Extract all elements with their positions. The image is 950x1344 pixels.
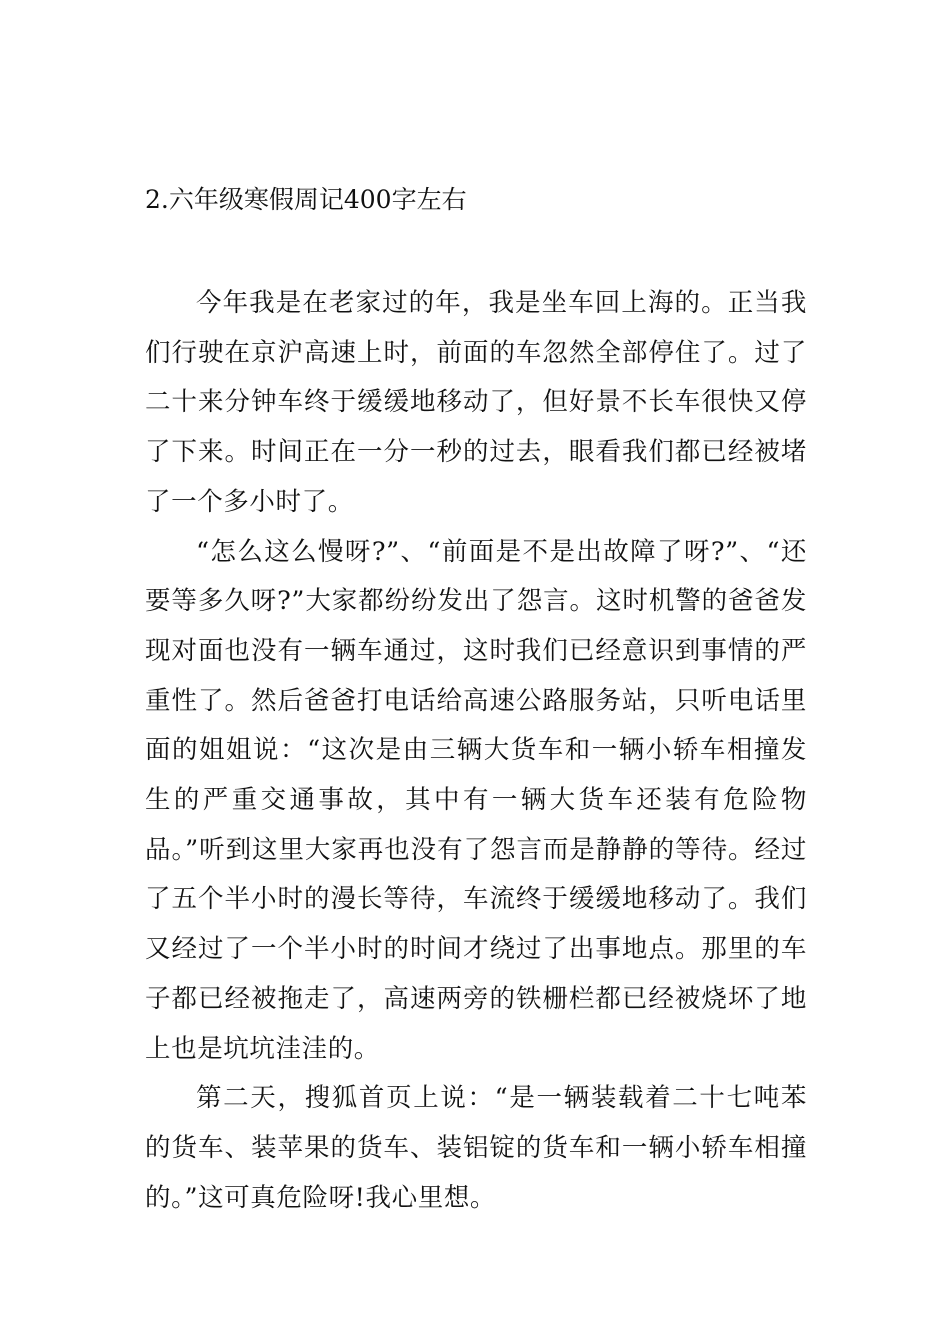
document-title: 2.六年级寒假周记400字左右	[145, 185, 467, 214]
document-body	[145, 279, 807, 1223]
paragraph-1: 今年我是在老家过的年，我是坐车回上海的。正当我们行驶在京沪高速上时，前面的车忽然全部停住了。过了二十来分钟车终于缓缓地移动了，但好景不长车很快又停了下来。时间正在一分一秒的过去，眼看我们都已经被堵了一个多小时了。	[145, 288, 807, 517]
paragraph-2: “怎么这么慢呀?”、“前面是不是出故障了呀?”、“还要等多久呀?”大家都纷纷发出了怨言。这时机警的爸爸发现对面也没有一辆车通过，这时我们已经意识到事情的严重性了。然后爸爸打电话给高速公路服务站，只听电话里面的姐姐说：“这次是由三辆大货车和一辆小轿车相撞发生的严重交通事故，其中有一辆大货车还装有危险物品。”听到这里大家再也没有了怨言而是静静的等待。经过了五个半小时的漫长等待，车流终于缓缓地移动了。我们又经过了一个半小时的时间才绕过了出事地点。那里的车子都已经被拖走了，高速两旁的铁栅栏都已经被烧坏了地上也是坑坑洼洼的。	[145, 536, 807, 1064]
paragraph-3: 第二天，搜狐首页上说：“是一辆装载着二十七吨苯的货车、装苹果的货车、装铝锭的货车和一辆小轿车相撞的。”这可真危险呀!我心里想。	[145, 1083, 807, 1213]
